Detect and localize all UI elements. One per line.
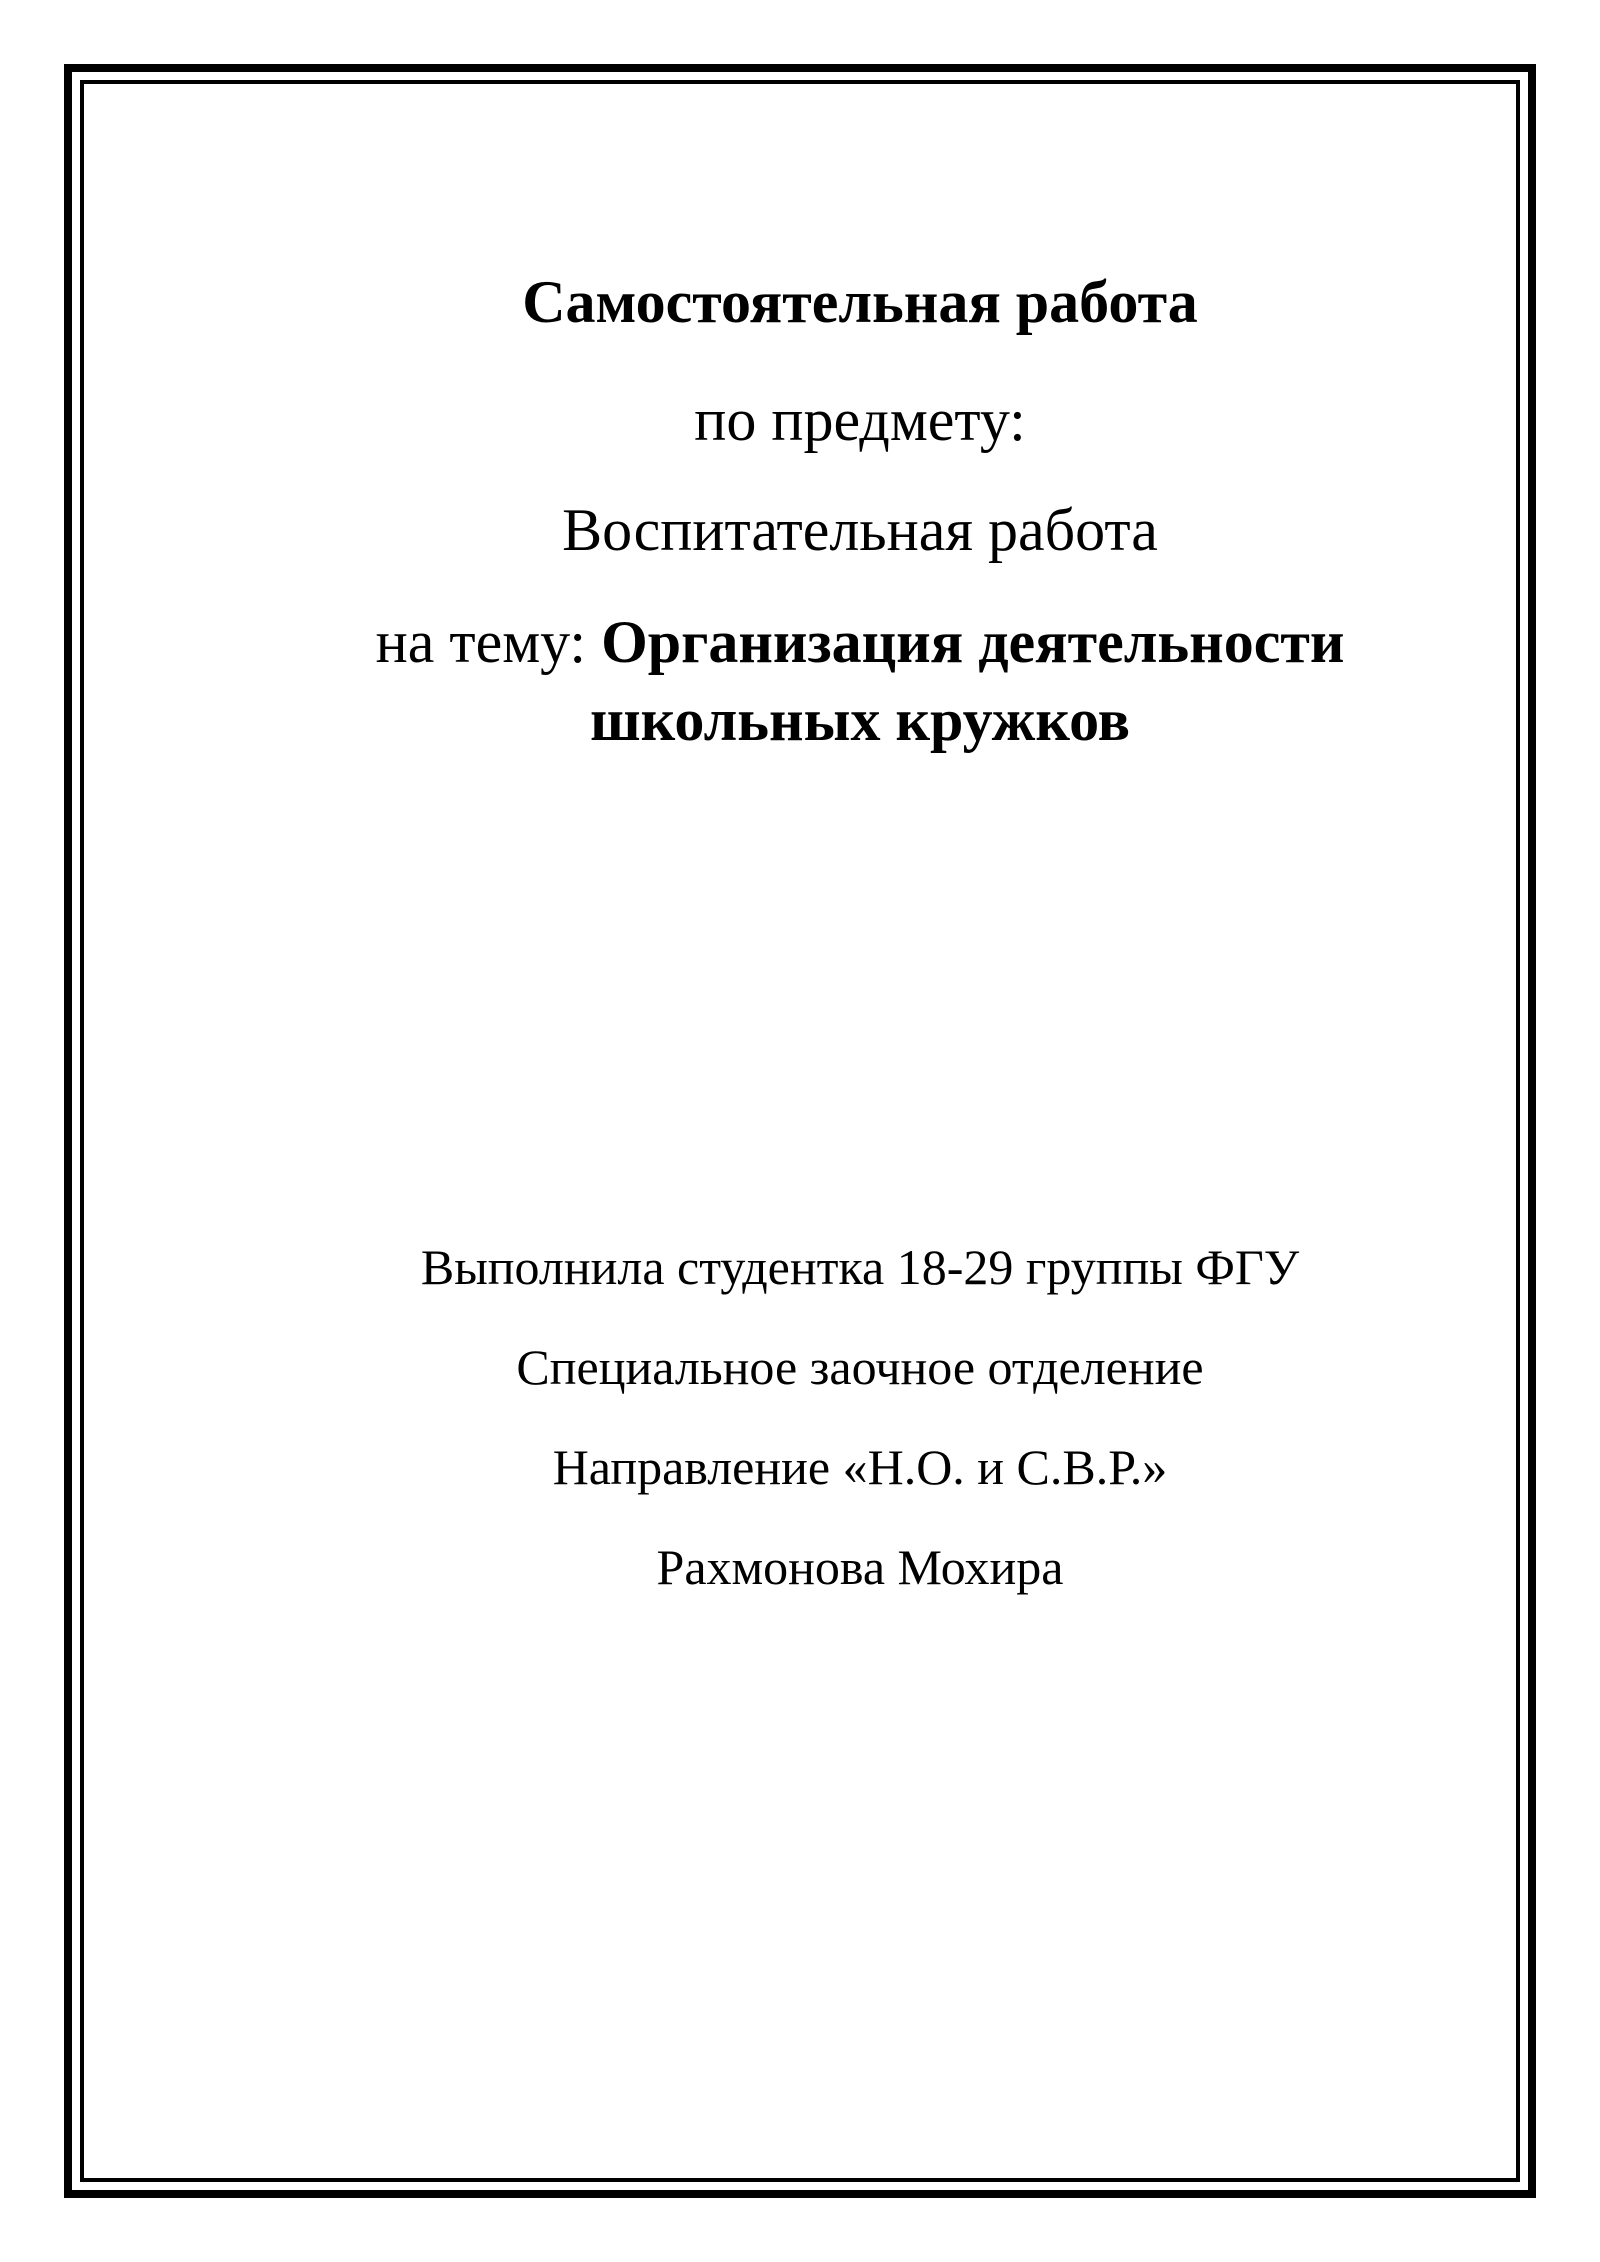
topic-prefix: на тему: <box>375 609 602 675</box>
author-line-group: Выполнила студентка 18-29 группы ФГУ <box>420 1239 1300 1295</box>
title-block <box>160 0 1560 2262</box>
subject-prefix: по предмету: <box>694 387 1026 453</box>
topic-title-line1: Организация деятельности <box>601 609 1345 675</box>
author-line-department: Специальное заочное отделение <box>516 1339 1204 1395</box>
author-line-direction: Направление «Н.О. и С.В.Р.» <box>552 1439 1168 1495</box>
topic-line <box>160 609 1560 675</box>
author-name: Рахмонова Мохира <box>656 1539 1064 1595</box>
document-heading: Самостоятельная работа <box>522 269 1198 335</box>
topic-title-line2: школьных кружков <box>590 687 1130 753</box>
subject-name: Воспитательная работа <box>562 497 1158 563</box>
